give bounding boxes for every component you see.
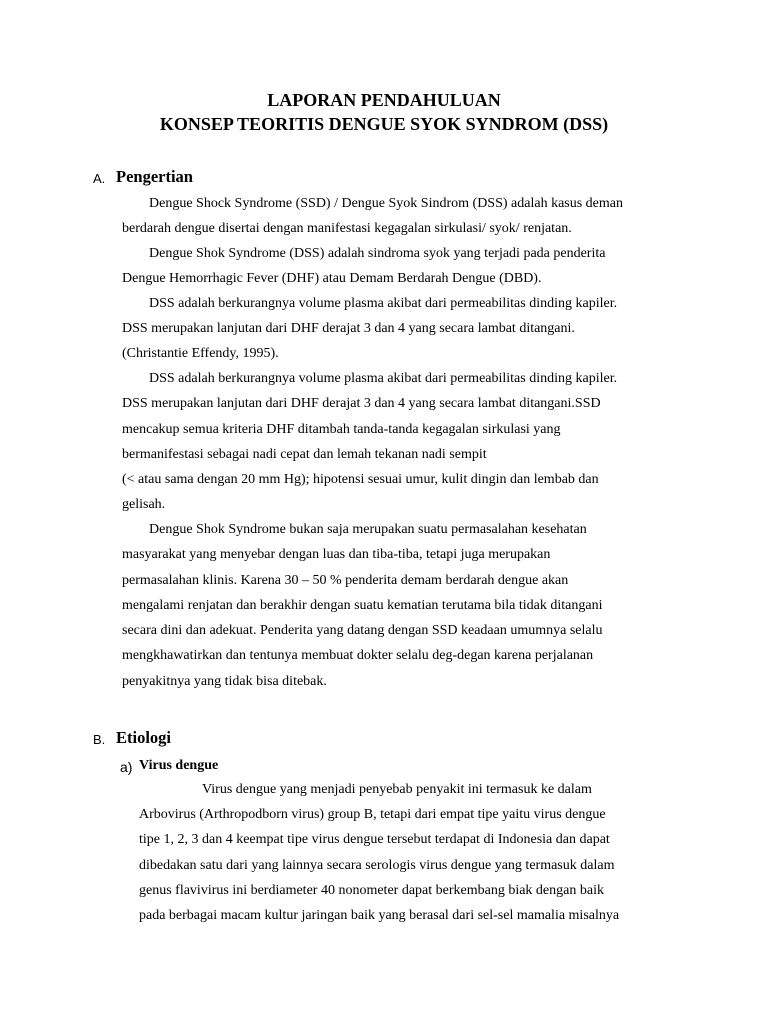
section-a-line: bermanifestasi sebagai nadi cepat dan lemah tekanan nadi sempit	[122, 447, 487, 462]
section-a-line: mengkhawatirkan dan tentunya membuat dokter selalu deg-degan karena perjalanan	[122, 648, 594, 663]
section-a-line: DSS merupakan lanjutan dari DHF derajat 3 dan 4 yang secara lambat ditangani.	[122, 321, 575, 336]
subsection-a-line: dibedakan satu dari yang lainnya secara serologis virus dengue yang termasuk dalam	[139, 858, 615, 873]
section-a-letter: A.	[93, 171, 106, 186]
section-a-line: Dengue Hemorrhagic Fever (DHF) atau Demam Berdarah Dengue (DBD).	[122, 271, 542, 286]
section-a-line: DSS adalah berkurangnya volume plasma akibat dari permeabilitas dinding kapiler.	[149, 371, 618, 386]
subsection-a-heading: Virus dengue	[139, 758, 219, 773]
section-a-line: (Christantie Effendy, 1995).	[122, 346, 279, 361]
section-b-letter: B.	[93, 732, 106, 747]
section-a-line: Dengue Shok Syndrome bukan saja merupakan suatu permasalahan kesehatan	[149, 522, 587, 537]
subsection-a-line: genus flavivirus ini berdiameter 40 nonometer dapat berkembang biak dengan baik	[139, 883, 604, 898]
section-a-line: Dengue Shok Syndrome (DSS) adalah sindroma syok yang terjadi pada penderita	[149, 246, 606, 261]
section-b-heading: Etiologi	[116, 728, 172, 747]
section-a-line: permasalahan klinis. Karena 30 – 50 % penderita demam berdarah dengue akan	[122, 573, 569, 588]
subsection-a-marker: a)	[120, 759, 133, 775]
subsection-a-line: Virus dengue yang menjadi penyebab penyakit ini termasuk ke dalam	[202, 782, 592, 797]
section-a-line: mengalami renjatan dan berakhir dengan suatu kematian terutama bila tidak ditangani	[122, 598, 603, 613]
subsection-a-line: Arbovirus (Arthropodborn virus) group B, tetapi dari empat tipe yaitu virus dengue	[139, 807, 606, 822]
section-a-line: masyarakat yang menyebar dengan luas dan tiba-tiba, tetapi juga merupakan	[122, 547, 551, 562]
subsection-a-line: pada berbagai macam kultur jaringan baik yang berasal dari sel-sel mamalia misalnya	[139, 908, 620, 923]
section-a-line: (< atau sama dengan 20 mm Hg); hipotensi sesuai umur, kulit dingin dan lembab dan	[122, 472, 599, 487]
section-a-heading: Pengertian	[116, 167, 193, 186]
section-a-line: secara dini dan adekuat. Penderita yang datang dengan SSD keadaan umumnya selalu	[122, 623, 603, 638]
subsection-a-line: tipe 1, 2, 3 dan 4 keempat tipe virus dengue tersebut terdapat di Indonesia dan dapat	[139, 832, 610, 847]
section-a-line: mencakup semua kriteria DHF ditambah tanda-tanda kegagalan sirkulasi yang	[122, 422, 561, 437]
section-a-line: gelisah.	[122, 497, 166, 512]
document-title-line-2: KONSEP TEORITIS DENGUE SYOK SYNDROM (DSS)	[159, 114, 609, 134]
section-a-line: berdarah dengue disertai dengan manifestasi kegagalan sirkulasi/ syok/ renjatan.	[122, 221, 572, 236]
document-title-line-1: LAPORAN PENDAHULUAN	[267, 90, 501, 110]
section-a-line: DSS adalah berkurangnya volume plasma akibat dari permeabilitas dinding kapiler.	[149, 296, 618, 311]
section-a-line: DSS merupakan lanjutan dari DHF derajat 3 dan 4 yang secara lambat ditangani.SSD	[122, 396, 601, 411]
section-a-line: penyakitnya yang tidak bisa ditebak.	[122, 674, 327, 689]
section-a-line: Dengue Shock Syndrome (SSD) / Dengue Syok Sindrom (DSS) adalah kasus deman	[149, 196, 624, 211]
